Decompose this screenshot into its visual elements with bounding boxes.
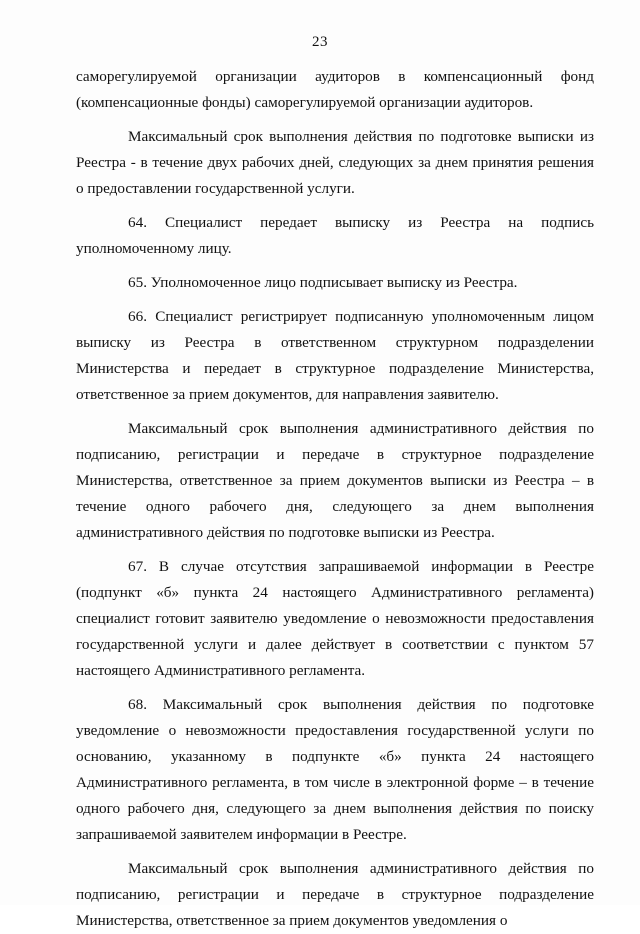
paragraph-continuation: саморегулируемой организации аудиторов в компенсационный фонд (компенсационные фонды) саморегулируемой организации аудиторов. [76, 68, 594, 111]
paragraph-66: 66. Специалист регистрирует подписанную уполномоченным лицом выписку из Реестра в ответственном структурном подразделении Министерства и передает в структурное подразделение Министерства, ответственное за прием документов, для направления заявителю. [76, 308, 594, 403]
document-body [76, 64, 594, 934]
page-number: 23 [312, 34, 328, 50]
paragraph-max-term-notice: Максимальный срок выполнения административного действия по подписанию, регистрации и передаче в структурное подразделение Министерства, ответственное за прием документов уведомления о [76, 860, 594, 929]
paragraph-68: 68. Максимальный срок выполнения действия по подготовке уведомление о невозможности предоставления государственной услуги по основанию, указанному в подпункте «б» пункта 24 настоящего Административного регламента, в том числе в электронной форме – в течение одного рабочего дня, следующего за днем выполнения действия по поиску запрашиваемой заявителем информации в Реестре. [76, 696, 594, 843]
paragraph-67: 67. В случае отсутствия запрашиваемой информации в Реестре (подпункт «б» пункта 24 настоящего Административного регламента) специалист готовит заявителю уведомление о невозможности предоставления государственной услуги и далее действует в соответствии с пунктом 57 настоящего Административного регламента. [76, 558, 594, 679]
paragraph-max-term-signing: Максимальный срок выполнения административного действия по подписанию, регистрации и передаче в структурное подразделение Министерства, ответственное за прием документов выписки из Реестра – в течение одного рабочего дня, следующего за днем выполнения административного действия по подготовке выписки из Реестра. [76, 420, 594, 541]
paragraph-64: 64. Специалист передает выписку из Реестра на подпись уполномоченному лицу. [76, 214, 594, 257]
paragraph-65: 65. Уполномоченное лицо подписывает выписку из Реестра. [128, 274, 518, 291]
paragraph-max-term-extract: Максимальный срок выполнения действия по подготовке выписки из Реестра - в течение двух рабочих дней, следующих за днем принятия решения о предоставлении государственной услуги. [76, 128, 594, 197]
